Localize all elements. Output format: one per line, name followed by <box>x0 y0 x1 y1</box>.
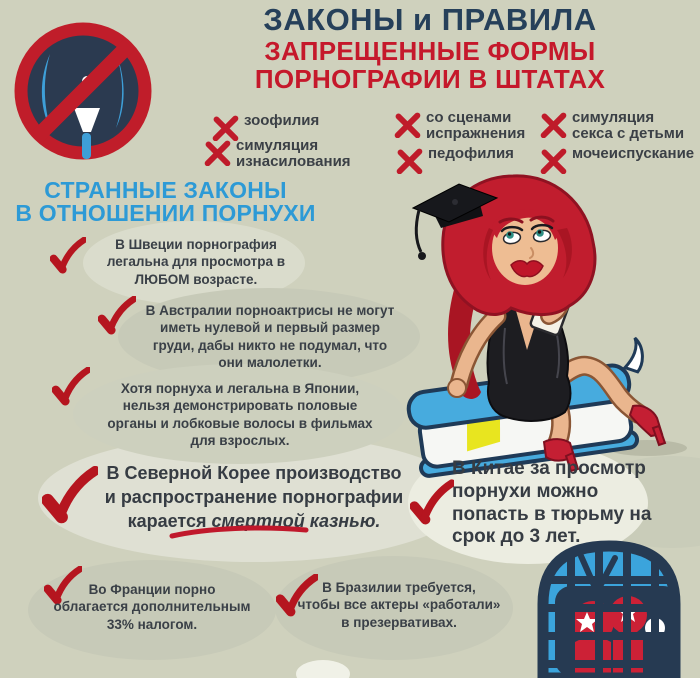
tv-behind-bars-icon <box>531 526 687 678</box>
fact-sweden: В Швеции порнография легальна для просмотра в ЛЮБОМ возрасте. <box>106 237 286 287</box>
red-x-mark-icon <box>212 114 239 141</box>
banned-item-label: со сценами испражнения <box>426 109 526 143</box>
strange-laws-heading-line1: СТРАННЫЕ ЗАКОНЫ <box>44 177 287 203</box>
strange-laws-heading <box>8 179 323 226</box>
ellipse-bottom-white <box>296 660 350 678</box>
fact-brazil: В Бразилии требуется, чтобы все актеры «работали» в презервативах. <box>297 580 501 630</box>
red-checkmark-icon <box>410 478 454 528</box>
banned-item-label: зоофилия <box>244 112 320 129</box>
fact-north-korea: В Северной Корее производство и распространение порнографии карается смертной казнью. <box>104 463 404 531</box>
page-subtitle-line2: ПОРНОГРАФИИ В ШТАТАХ <box>254 64 606 95</box>
banned-item-child-sex-simulation <box>540 110 684 142</box>
fact-australia: В Австралии порноактрисы не могут иметь нулевой и первый размер груди, дабы никто не подумал, что они малолетки. <box>145 303 395 370</box>
page-subtitle-line1: ЗАПРЕЩЕННЫЕ ФОРМЫ <box>264 35 596 66</box>
red-x-mark-icon <box>394 111 421 138</box>
banned-item-defecation-scenes <box>394 110 525 142</box>
fact-france: Во Франции порно облагается дополнительным 33% налогом. <box>53 582 251 632</box>
header <box>160 4 700 93</box>
banned-item-rape-simulation <box>204 138 351 170</box>
red-x-mark-icon <box>204 139 231 166</box>
banned-item-label: педофилия <box>428 145 514 162</box>
banned-item-label: симуляция изнасилования <box>236 137 351 171</box>
red-checkmark-icon <box>50 237 86 275</box>
fact-japan: Хотя порнуха и легальна в Японии, нельзя демонстрировать половые органы и лобковые волосы в фильмах для взрослых. <box>107 381 373 448</box>
banned-item-label: симуляция секса с детьми <box>572 109 685 143</box>
page-title: ЗАКОНЫ и ПРАВИЛА <box>263 2 597 37</box>
red-underline-swoosh <box>168 524 310 540</box>
strange-laws-heading-line2: В ОТНОШЕНИИ ПОРНУХИ <box>15 200 316 227</box>
red-x-mark-icon <box>540 111 567 138</box>
pinup-graduate-on-book-illustration <box>385 168 700 488</box>
fact-china: В Китае за просмотр порнухи можно попасть в тюрьму на срок до 3 лет. <box>452 458 652 548</box>
banned-item-label: мочеиспускание <box>572 145 695 162</box>
no-porn-circle-slash-icon <box>12 20 154 162</box>
